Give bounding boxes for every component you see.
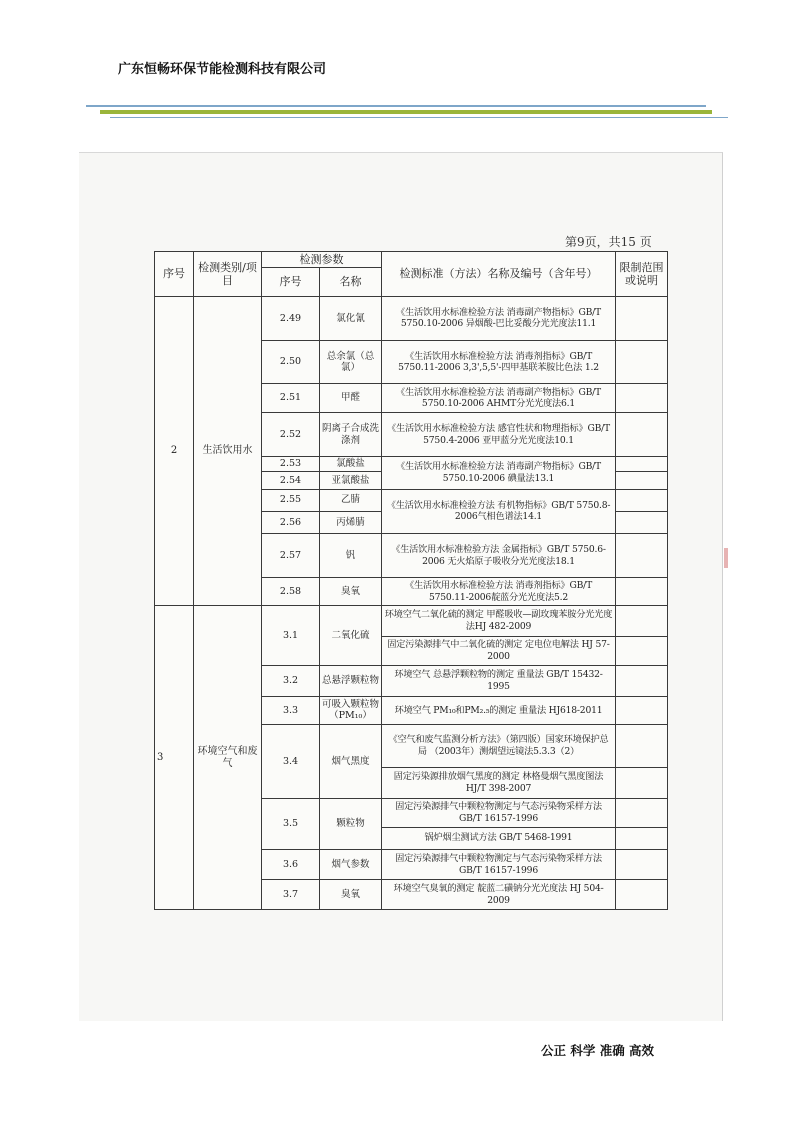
company-name: 广东恒畅环保节能检测科技有限公司 bbox=[118, 62, 327, 77]
param-limit bbox=[616, 849, 668, 879]
param-limit bbox=[616, 511, 668, 533]
param-no: 2.56 bbox=[262, 511, 320, 533]
param-standard: 《生活饮用水标准检验方法 消毒剂指标》GB/T 5750.11-2006 3,3',5,5'-四甲基联苯胺比色法 1.2 bbox=[382, 341, 616, 384]
param-no: 3.6 bbox=[262, 849, 320, 879]
header-rule-top bbox=[86, 105, 706, 107]
param-standard: 固定污染源排气中颗粒物测定与气态污染物采样方法 GB/T 16157-1996 bbox=[382, 799, 616, 827]
header-seq: 序号 bbox=[155, 252, 194, 297]
param-name: 烟气黑度 bbox=[320, 725, 382, 799]
param-standard: 《空气和废气监测分析方法》（第四版）国家环境保护总局 （2003年）测烟望远镜法5.3.3（2） bbox=[382, 725, 616, 768]
param-standard: 环境空气 PM₁₀和PM₂.₅的测定 重量法 HJ618-2011 bbox=[382, 696, 616, 724]
param-limit bbox=[616, 799, 668, 827]
group-seq: 3 bbox=[155, 606, 194, 910]
header-param-name: 名称 bbox=[320, 268, 382, 296]
param-name: 总余氯（总氯） bbox=[320, 341, 382, 384]
param-name: 亚氯酸盐 bbox=[320, 472, 382, 489]
header-rule-green bbox=[100, 110, 712, 114]
param-name: 颗粒物 bbox=[320, 799, 382, 850]
footer-motto: 公正 科学 准确 高效 bbox=[541, 1043, 655, 1058]
param-limit bbox=[616, 827, 668, 849]
param-standard: 环境空气 总悬浮颗粒物的测定 重量法 GB/T 15432-1995 bbox=[382, 666, 616, 696]
param-standard: 《生活饮用水标准检验方法 消毒剂指标》GB/T 5750.11-2006靛蓝分光光度法5.2 bbox=[382, 577, 616, 605]
param-no: 3.5 bbox=[262, 799, 320, 850]
param-standard: 环境空气二氧化硫的测定 甲醛吸收—副玫瑰苯胺分光光度法HJ 482-2009 bbox=[382, 606, 616, 636]
param-limit bbox=[616, 767, 668, 798]
param-name: 可吸入颗粒物（PM₁₀） bbox=[320, 696, 382, 724]
param-limit bbox=[616, 472, 668, 489]
group-seq: 2 bbox=[155, 296, 194, 606]
param-name: 总悬浮颗粒物 bbox=[320, 666, 382, 696]
page-number: 第9页，共15 页 bbox=[565, 235, 652, 249]
header-standard: 检测标准（方法）名称及编号（含年号） bbox=[382, 252, 616, 297]
param-standard: 《生活饮用水标准检验方法 消毒副产物指标》GB/T 5750.10-2006 AHMT分光光度法6.1 bbox=[382, 383, 616, 412]
param-name: 乙腈 bbox=[320, 489, 382, 511]
param-limit bbox=[616, 666, 668, 696]
param-limit bbox=[616, 489, 668, 511]
param-limit bbox=[616, 577, 668, 605]
param-limit bbox=[616, 534, 668, 578]
header-category: 检测类别/项目 bbox=[194, 252, 262, 297]
param-standard: 《生活饮用水标准检验方法 金属指标》GB/T 5750.6-2006 无火焰原子吸收分光光度法18.1 bbox=[382, 534, 616, 578]
param-no: 2.53 bbox=[262, 457, 320, 472]
param-name: 二氧化硫 bbox=[320, 606, 382, 666]
param-standard: 锅炉烟尘测试方法 GB/T 5468-1991 bbox=[382, 827, 616, 849]
param-limit bbox=[616, 725, 668, 768]
param-no: 2.49 bbox=[262, 296, 320, 341]
param-no: 2.50 bbox=[262, 341, 320, 384]
header-limit: 限制范围或说明 bbox=[616, 252, 668, 297]
param-name: 甲醛 bbox=[320, 383, 382, 412]
param-limit bbox=[616, 413, 668, 457]
param-no: 2.55 bbox=[262, 489, 320, 511]
param-standard: 固定污染源排气中颗粒物测定与气态污染物采样方法 GB/T 16157-1996 bbox=[382, 849, 616, 879]
header-params: 检测参数 bbox=[262, 252, 382, 268]
header-param-no: 序号 bbox=[262, 268, 320, 296]
param-standard: 《生活饮用水标准检验方法 消毒副产物指标》GB/T 5750.10-2006 异烟酸-巴比妥酸分光光度法11.1 bbox=[382, 296, 616, 341]
param-limit bbox=[616, 880, 668, 910]
param-limit bbox=[616, 296, 668, 341]
param-no: 3.1 bbox=[262, 606, 320, 666]
group-category: 生活饮用水 bbox=[194, 296, 262, 606]
param-standard: 《生活饮用水标准检验方法 有机物指标》GB/T 5750.8-2006气相色谱法14.1 bbox=[382, 489, 616, 534]
param-standard: 固定污染源排气中二氧化硫的测定 定电位电解法 HJ 57-2000 bbox=[382, 636, 616, 665]
param-limit bbox=[616, 341, 668, 384]
param-no: 2.57 bbox=[262, 534, 320, 578]
scan-mark bbox=[724, 548, 728, 568]
param-name: 氯酸盐 bbox=[320, 457, 382, 472]
param-standard: 《生活饮用水标准检验方法 感官性状和物理指标》GB/T 5750.4-2006 亚甲蓝分光光度法10.1 bbox=[382, 413, 616, 457]
header-rule-bottom bbox=[110, 117, 728, 118]
param-no: 3.2 bbox=[262, 666, 320, 696]
param-name: 氯化氰 bbox=[320, 296, 382, 341]
param-name: 钒 bbox=[320, 534, 382, 578]
param-name: 丙烯腈 bbox=[320, 511, 382, 533]
param-limit bbox=[616, 457, 668, 472]
param-no: 2.58 bbox=[262, 577, 320, 605]
param-standard: 固定污染源排放烟气黑度的测定 林格曼烟气黑度图法 HJ/T 398-2007 bbox=[382, 767, 616, 798]
param-no: 2.54 bbox=[262, 472, 320, 489]
param-limit bbox=[616, 636, 668, 665]
param-name: 阴离子合成洗涤剂 bbox=[320, 413, 382, 457]
param-standard: 《生活饮用水标准检验方法 消毒副产物指标》GB/T 5750.10-2006 碘量法13.1 bbox=[382, 457, 616, 489]
param-name: 烟气参数 bbox=[320, 849, 382, 879]
group-category: 环境空气和废气 bbox=[194, 606, 262, 910]
param-name: 臭氧 bbox=[320, 577, 382, 605]
test-standards-table bbox=[154, 251, 668, 910]
param-no: 3.3 bbox=[262, 696, 320, 724]
param-no: 2.51 bbox=[262, 383, 320, 412]
param-no: 2.52 bbox=[262, 413, 320, 457]
param-limit bbox=[616, 696, 668, 724]
param-limit bbox=[616, 383, 668, 412]
param-no: 3.4 bbox=[262, 725, 320, 799]
param-name: 臭氧 bbox=[320, 880, 382, 910]
param-no: 3.7 bbox=[262, 880, 320, 910]
param-limit bbox=[616, 606, 668, 636]
param-standard: 环境空气臭氧的测定 靛蓝二磺钠分光光度法 HJ 504-2009 bbox=[382, 880, 616, 910]
